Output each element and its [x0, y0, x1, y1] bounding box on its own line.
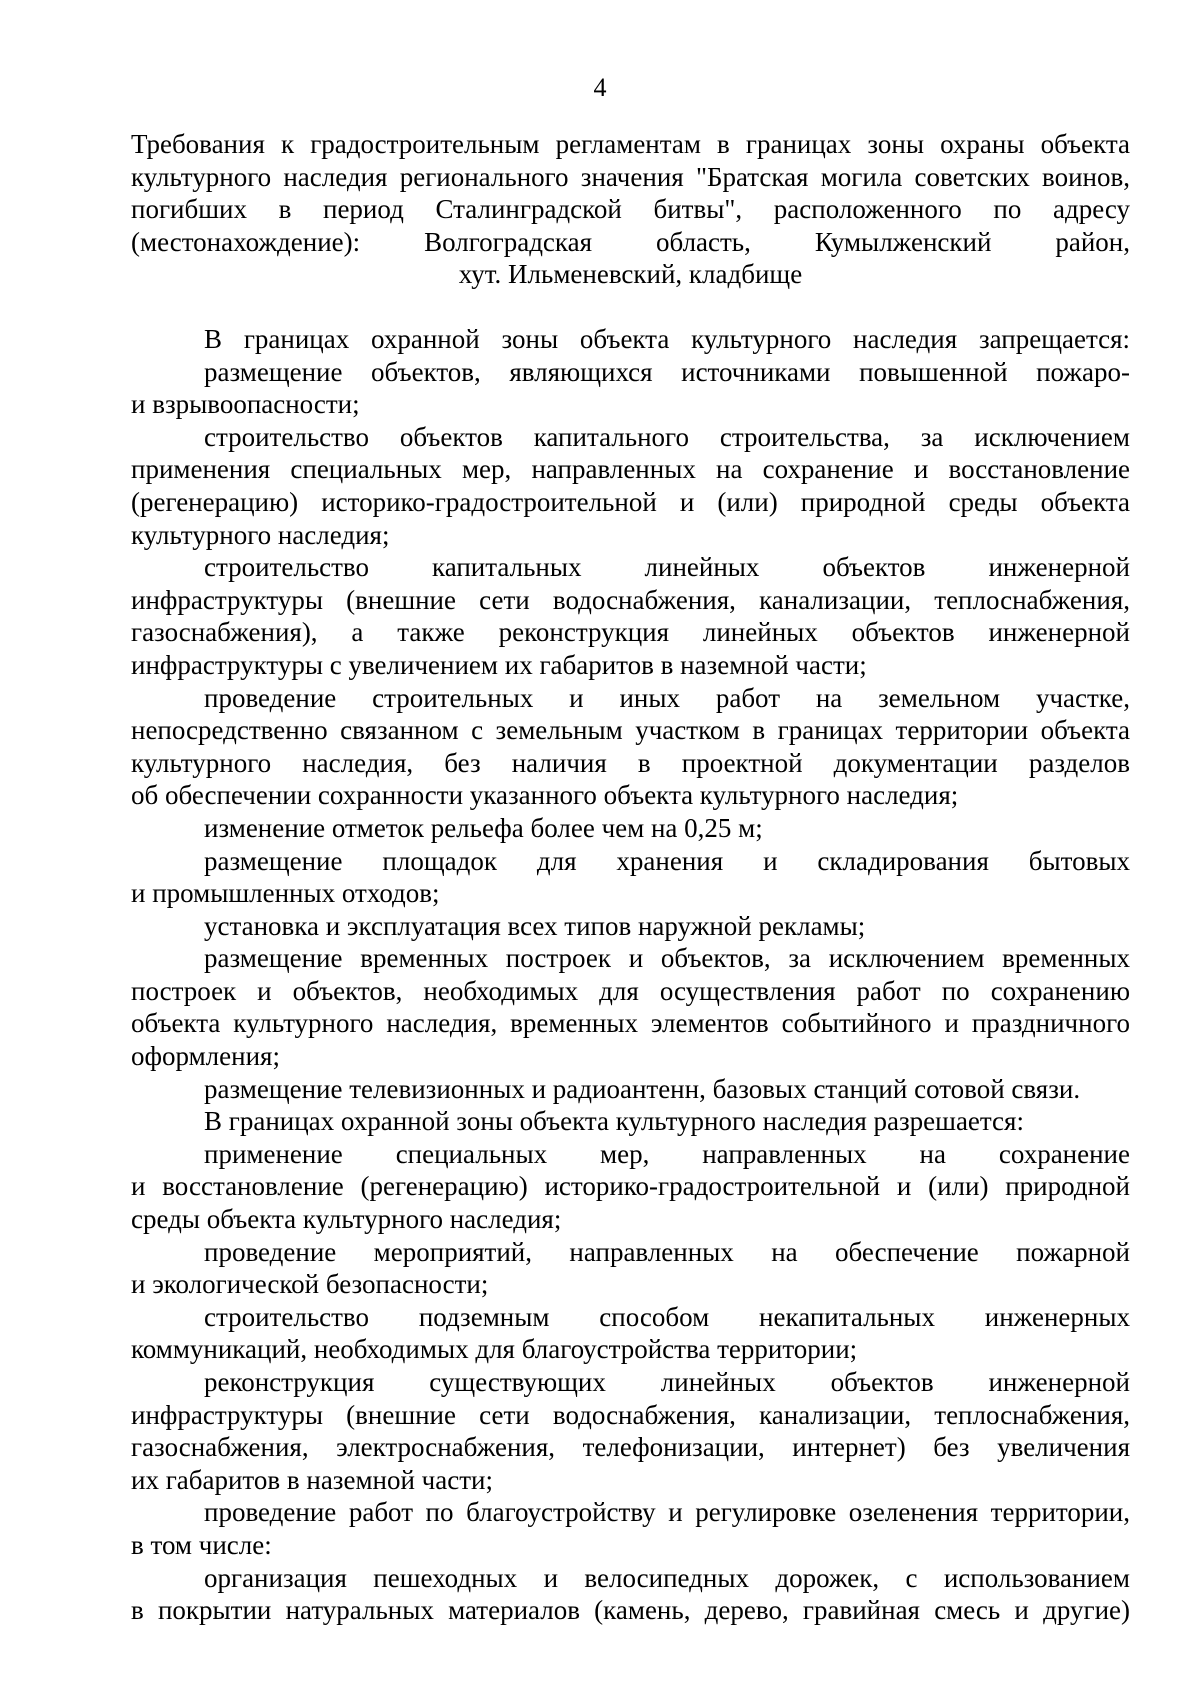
document-body: [131, 323, 1130, 1627]
text-line: инфраструктуры (внешние сети водоснабжения, канализации, теплоснабжения,: [131, 1399, 1130, 1430]
text-line: В границах охранной зоны объекта культурного наследия запрещается:: [204, 324, 1130, 354]
text-line: размещение объектов, являющихся источниками повышенной пожаро-: [204, 356, 1130, 387]
text-line: инфраструктуры (внешние сети водоснабжения, канализации, теплоснабжения,: [131, 584, 1130, 615]
text-line: инфраструктуры с увеличением их габаритов в наземной части;: [131, 649, 867, 680]
text-line: и восстановление (регенерацию) историко-градостроительной и (или) природной: [131, 1171, 1130, 1202]
text-line: строительство капитальных линейных объектов инженерной: [204, 552, 1130, 583]
title-line: культурного наследия регионального значения "Братская могила советских воинов,: [131, 161, 1130, 192]
text-line: коммуникаций, необходимых для благоустройства территории;: [131, 1334, 858, 1365]
text-line: об обеспечении сохранности указанного объекта культурного наследия;: [131, 780, 959, 811]
text-line: построек и объектов, необходимых для осуществления работ по сохранению: [131, 975, 1130, 1006]
text-line: газоснабжения, электроснабжения, телефонизации, интернет) без увеличения: [131, 1432, 1130, 1463]
text-line: в покрытии натуральных материалов (камень, дерево, гравийная смесь и другие): [131, 1595, 1130, 1626]
text-line: размещение площадок для хранения и складирования бытовых: [204, 845, 1130, 876]
text-line: оформления;: [131, 1041, 280, 1072]
text-line: размещение временных построек и объектов, за исключением временных: [204, 943, 1130, 974]
text-line: объекта культурного наследия, временных элементов событийного и праздничного: [131, 1008, 1130, 1039]
title-line: (местонахождение): Волгоградская область, Кумылженский район,: [131, 226, 1130, 257]
text-line: непосредственно связанном с земельным участком в границах территории объекта: [131, 715, 1130, 746]
text-line: изменение отметок рельефа более чем на 0,25 м;: [204, 812, 763, 843]
text-line: культурного наследия;: [131, 519, 390, 550]
text-line: в том числе:: [131, 1529, 272, 1560]
page-number: 4: [593, 73, 607, 102]
title-line: Требования к градостроительным регламентам в границах зоны охраны объекта: [131, 129, 1130, 159]
text-line: реконструкция существующих линейных объектов инженерной: [204, 1367, 1130, 1397]
text-line: применение специальных мер, направленных на сохранение: [204, 1138, 1130, 1169]
text-line: проведение мероприятий, направленных на обеспечение пожарной: [204, 1236, 1130, 1267]
text-line: (регенерацию) историко-градостроительной и (или) природной среды объекта: [131, 486, 1130, 517]
text-line: проведение строительных и иных работ на земельном участке,: [204, 682, 1130, 713]
text-line: применения специальных мер, направленных на сохранение и восстановление: [131, 454, 1130, 485]
text-line: размещение телевизионных и радиоантенн, базовых станций сотовой связи.: [204, 1073, 1081, 1104]
text-line: газоснабжения), а также реконструкция линейных объектов инженерной: [131, 617, 1130, 648]
text-line: установка и эксплуатация всех типов наружной рекламы;: [204, 910, 866, 941]
text-line: и взрывоопасности;: [131, 389, 360, 420]
text-line: В границах охранной зоны объекта культурного наследия разрешается:: [204, 1106, 1024, 1137]
text-line: среды объекта культурного наследия;: [131, 1204, 562, 1235]
title-line: погибших в период Сталинградской битвы", расположенного по адресу: [131, 194, 1130, 224]
text-line: проведение работ по благоустройству и регулировке озеленения территории,: [204, 1497, 1130, 1528]
text-line: строительство подземным способом некапитальных инженерных: [204, 1301, 1130, 1332]
text-line: и промышленных отходов;: [131, 878, 440, 909]
document-title: [131, 128, 1130, 291]
text-line: и экологической безопасности;: [131, 1269, 489, 1300]
text-line: организация пешеходных и велосипедных дорожек, с использованием: [204, 1562, 1130, 1593]
text-line: культурного наследия, без наличия в проектной документации разделов: [131, 747, 1130, 778]
title-line: хут. Ильменевский, кладбище: [458, 259, 803, 289]
text-line: их габаритов в наземной части;: [131, 1464, 493, 1495]
text-line: строительство объектов капитального строительства, за исключением: [204, 421, 1130, 452]
